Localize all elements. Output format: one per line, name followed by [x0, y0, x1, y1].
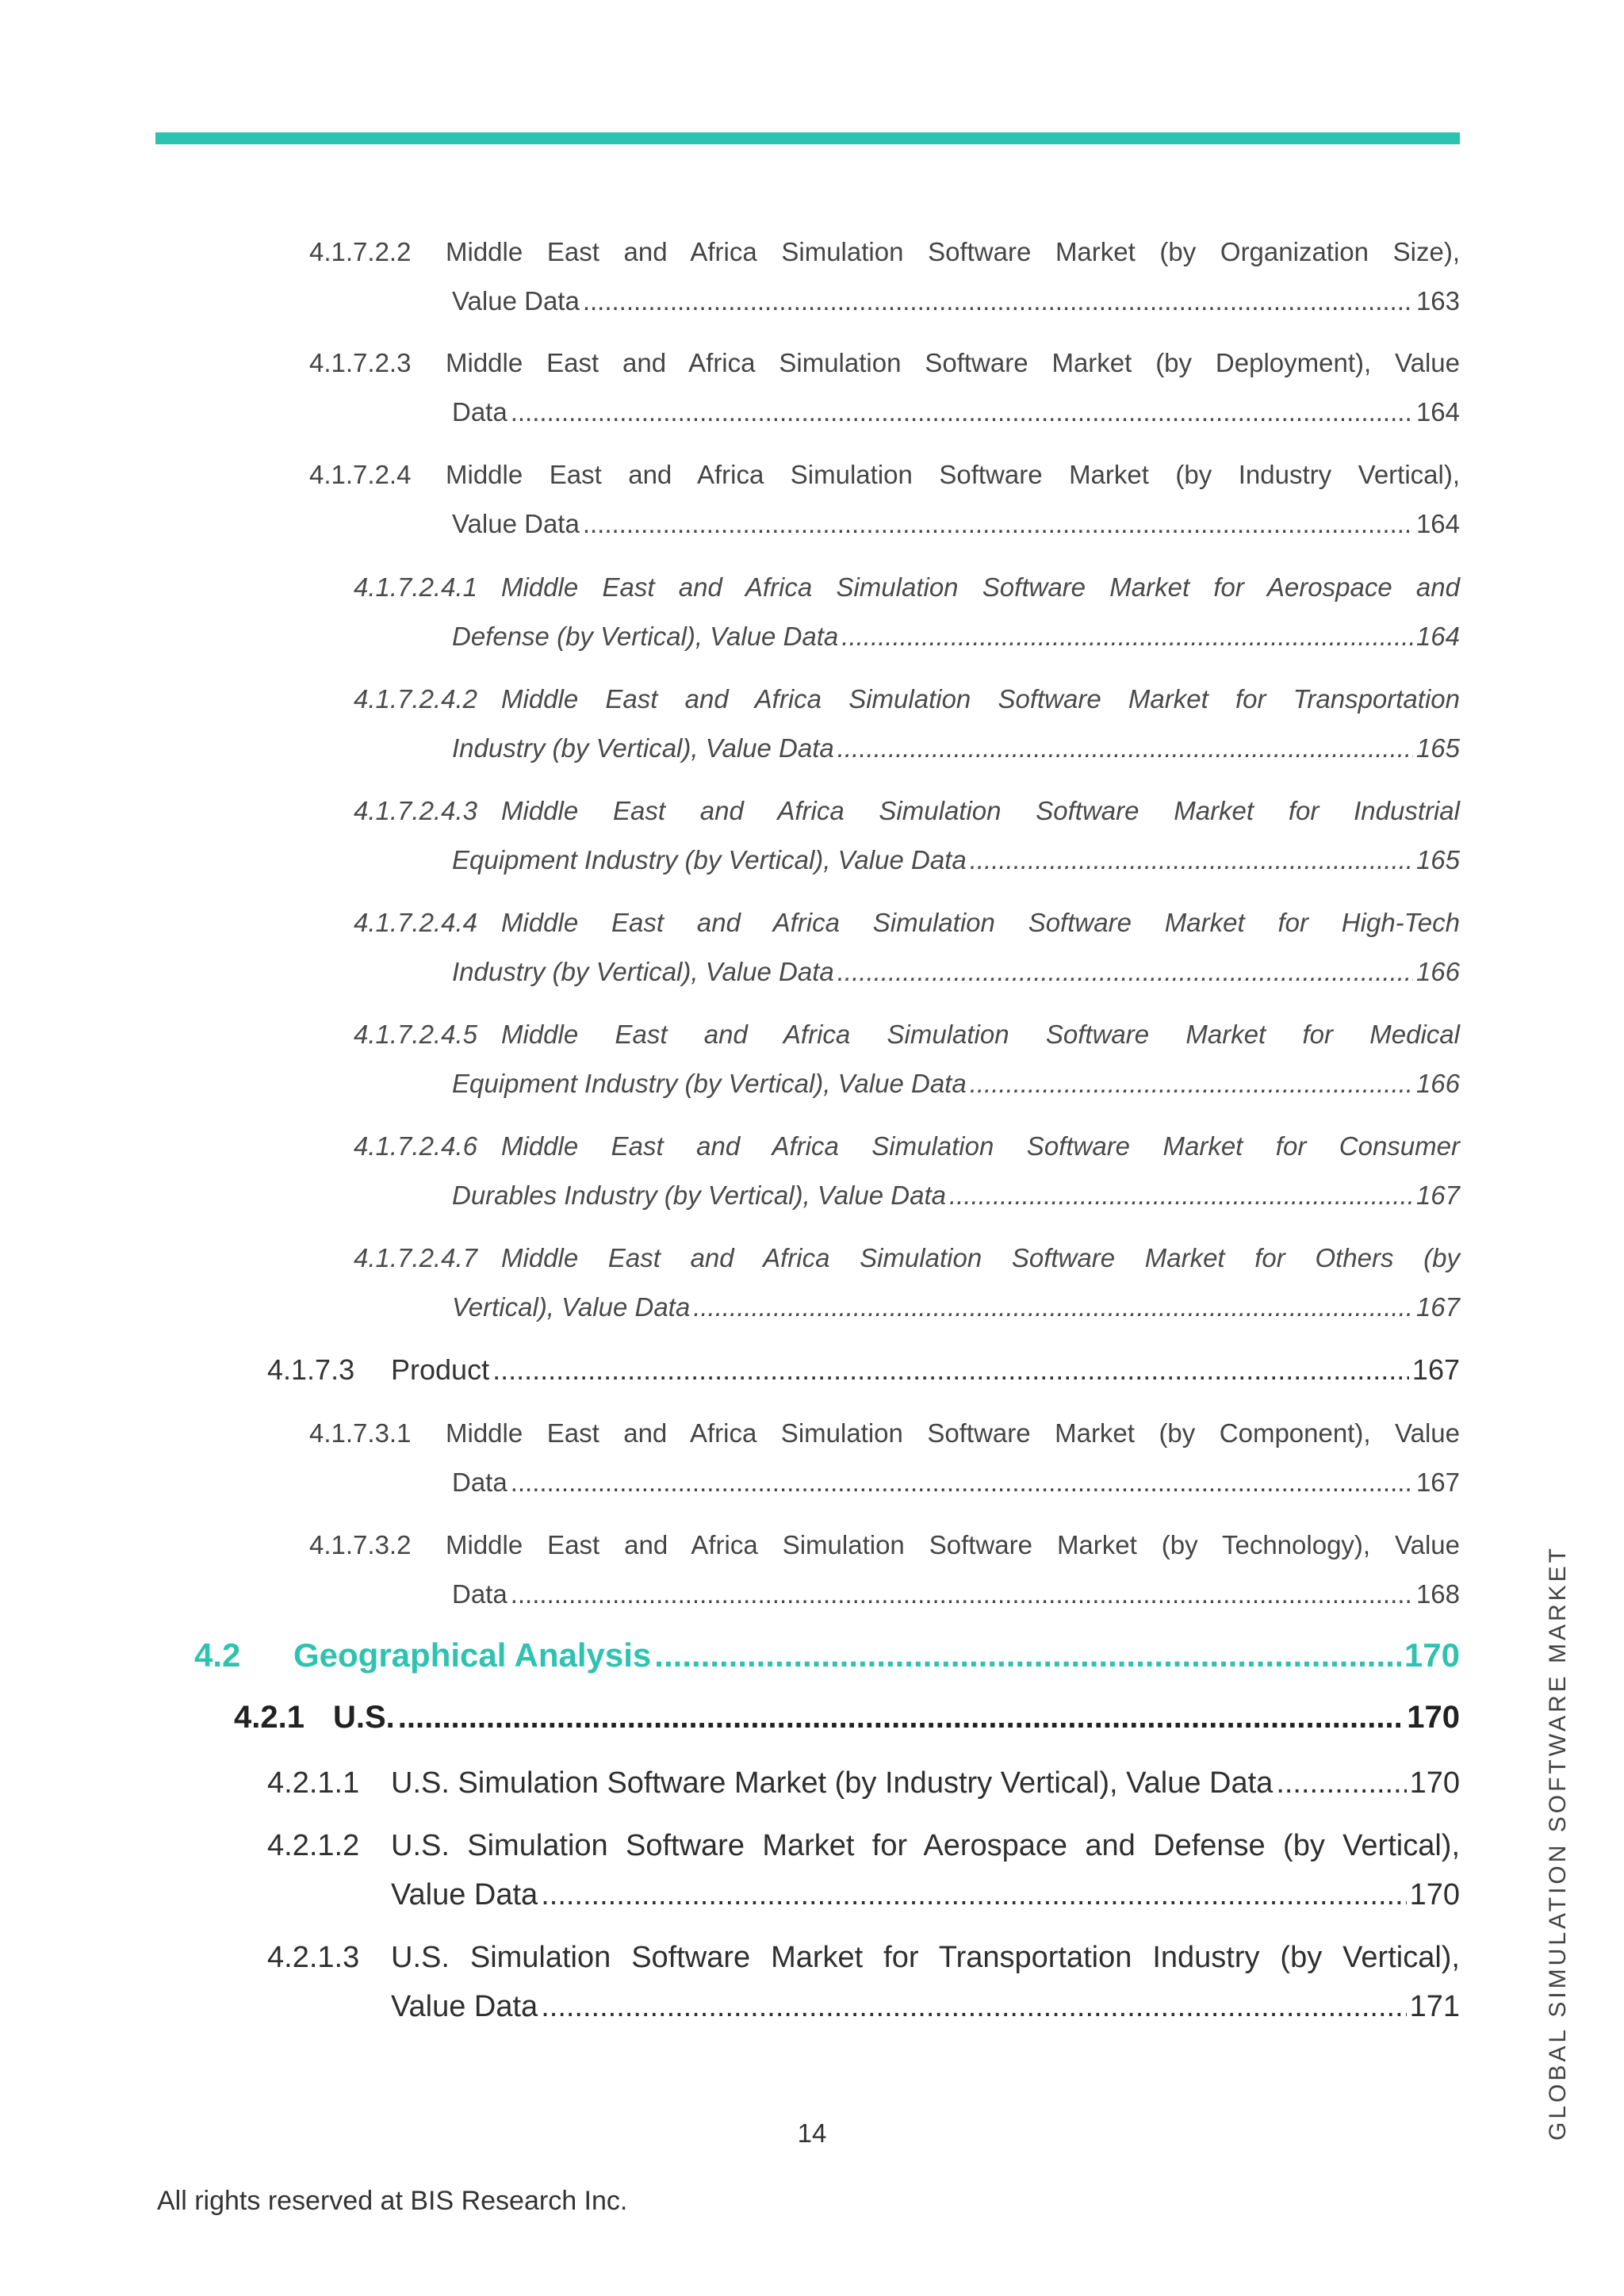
- toc-entry-number: 4.1.7.2.4.3: [354, 796, 477, 825]
- toc-page-number: 170: [1407, 1700, 1460, 1735]
- leader-dots: [837, 947, 1413, 997]
- toc-entry[interactable]: [309, 228, 1460, 326]
- toc-entry-title: Middle East and Africa Simulation Software Market (by Industry Vertical),: [446, 460, 1460, 489]
- toc-page-number: 165: [1415, 733, 1460, 763]
- toc-entry-title: Middle East and Africa Simulation Software Market (by Component), Value: [446, 1418, 1460, 1448]
- leader-dots: [693, 1283, 1413, 1332]
- toc-page-number: 170: [1409, 1766, 1460, 1800]
- toc-entry[interactable]: [354, 1234, 1460, 1332]
- toc-entry-title: U.S. Simulation Software Market for Aerospace and Defense (by Vertical),: [391, 1829, 1460, 1862]
- toc-entry-number: 4.1.7.2.2: [309, 237, 412, 266]
- toc-entry[interactable]: [267, 1345, 1460, 1395]
- toc-entry-number: 4.1.7.3.2: [309, 1530, 412, 1559]
- toc-entry-title-cont: Equipment Industry (by Vertical), Value Data: [452, 1069, 967, 1098]
- toc-entry-title: Middle East and Africa Simulation Software Market (by Deployment), Value: [446, 348, 1460, 377]
- leader-dots: [398, 1693, 1404, 1742]
- side-running-title: GLOBAL SIMULATION SOFTWARE MARKET: [1545, 1545, 1571, 2141]
- toc-entry[interactable]: [309, 1521, 1460, 1619]
- leader-dots: [583, 499, 1413, 549]
- toc-entry-title: U.S. Simulation Software Market for Transportation Industry (by Vertical),: [391, 1941, 1460, 1974]
- toc-entry[interactable]: [309, 450, 1460, 549]
- toc-entry-title: Product: [391, 1353, 490, 1386]
- leader-dots: [970, 1059, 1413, 1108]
- toc-entry[interactable]: [354, 898, 1460, 997]
- leader-dots: [583, 277, 1413, 326]
- toc-entry-title-cont: Data: [452, 397, 508, 427]
- toc-entry[interactable]: [267, 1821, 1460, 1919]
- toc-page-number: 168: [1415, 1579, 1460, 1609]
- toc-entry[interactable]: [354, 1010, 1460, 1108]
- toc-page-number: 163: [1415, 286, 1460, 316]
- toc-entry-title: Middle East and Africa Simulation Software Market for Others (by: [501, 1243, 1460, 1272]
- toc-entry-number: 4.1.7.2.4.2: [354, 684, 477, 714]
- toc-entry-number: 4.2: [194, 1636, 241, 1674]
- leader-dots: [541, 1982, 1406, 2031]
- toc-page-number: 164: [1415, 397, 1460, 427]
- toc-entry-title-cont: Industry (by Vertical), Value Data: [452, 733, 834, 763]
- toc-entry-title: U.S.: [333, 1700, 395, 1735]
- toc-page-number: 166: [1415, 957, 1460, 986]
- leader-dots: [541, 1870, 1406, 1919]
- toc-entry-title: Middle East and Africa Simulation Software Market for High-Tech: [501, 908, 1460, 937]
- toc-entry-title-cont: Value Data: [452, 286, 580, 316]
- toc-entry-number: 4.2.1.2: [267, 1829, 360, 1862]
- toc-entry-title: Middle East and Africa Simulation Software Market (by Technology), Value: [446, 1530, 1460, 1559]
- toc-entry-number: 4.2.1: [234, 1700, 304, 1735]
- toc-page-number: 170: [1409, 1878, 1460, 1911]
- toc-entry-title: Middle East and Africa Simulation Software Market for Industrial: [501, 796, 1460, 825]
- toc-page-number: 171: [1409, 1990, 1460, 2023]
- leader-dots: [837, 724, 1413, 773]
- toc-entry[interactable]: [309, 1409, 1460, 1507]
- toc-entry-title: Middle East and Africa Simulation Software Market for Medical: [501, 1020, 1460, 1049]
- toc-page-number: 167: [1415, 1292, 1460, 1322]
- toc-entry[interactable]: [354, 786, 1460, 885]
- toc-entry-title-cont: Data: [452, 1468, 508, 1497]
- toc-page-number: 164: [1415, 509, 1460, 538]
- toc-entry-title-cont: Equipment Industry (by Vertical), Value Data: [452, 845, 967, 874]
- toc-entry-number: 4.1.7.3: [267, 1353, 355, 1386]
- footer-copyright: All rights reserved at BIS Research Inc.: [157, 2186, 628, 2216]
- toc-subsection-heading[interactable]: [234, 1693, 1460, 1742]
- leader-dots: [949, 1171, 1413, 1220]
- toc-entry-number: 4.1.7.2.4.1: [354, 572, 477, 602]
- toc-entry-title-cont: Defense (by Vertical), Value Data: [452, 622, 839, 651]
- leader-dots: [1276, 1758, 1406, 1808]
- toc-page-number: 165: [1415, 845, 1460, 874]
- leader-dots: [970, 836, 1413, 885]
- toc-entry-number: 4.1.7.2.4.7: [354, 1243, 477, 1272]
- toc-entry-title-cont: Vertical), Value Data: [452, 1292, 691, 1322]
- toc-page-number: 167: [1415, 1468, 1460, 1497]
- toc-page-number: 170: [1404, 1636, 1460, 1674]
- toc-entry-title-cont: Industry (by Vertical), Value Data: [452, 957, 834, 986]
- toc-page-number: 164: [1415, 622, 1460, 651]
- toc-entry-number: 4.1.7.2.4.6: [354, 1131, 477, 1161]
- toc-entry-title: Middle East and Africa Simulation Software Market for Consumer: [501, 1131, 1460, 1161]
- toc-entry[interactable]: [354, 675, 1460, 773]
- leader-dots: [492, 1345, 1409, 1395]
- toc-entry[interactable]: [309, 339, 1460, 437]
- toc-entry[interactable]: [267, 1758, 1460, 1808]
- toc-entry-number: 4.1.7.2.4: [309, 460, 412, 489]
- leader-dots: [841, 612, 1413, 661]
- toc-entry-number: 4.1.7.2.3: [309, 348, 412, 377]
- toc-entry-number: 4.1.7.3.1: [309, 1418, 412, 1448]
- toc-page-number: 167: [1411, 1353, 1460, 1386]
- toc-entry-title: U.S. Simulation Software Market (by Industry Vertical), Value Data: [391, 1766, 1274, 1800]
- toc-entry[interactable]: [267, 1933, 1460, 2031]
- toc-entry-title: Middle East and Africa Simulation Software Market (by Organization Size),: [446, 237, 1460, 266]
- toc-entry-number: 4.2.1.3: [267, 1941, 360, 1974]
- toc-section-heading[interactable]: [194, 1631, 1460, 1680]
- toc-entry-number: 4.1.7.2.4.5: [354, 1020, 477, 1049]
- toc-entry-number: 4.1.7.2.4.4: [354, 908, 477, 937]
- toc-entry-title: Middle East and Africa Simulation Software Market for Aerospace and: [501, 572, 1460, 602]
- toc-entry-number: 4.2.1.1: [267, 1766, 360, 1800]
- page-number: 14: [797, 2118, 827, 2148]
- toc-entry-title: Geographical Analysis: [293, 1636, 652, 1674]
- toc-entry-title-cont: Value Data: [391, 1990, 538, 2023]
- toc-entry[interactable]: [354, 563, 1460, 661]
- toc-entry-title-cont: Value Data: [452, 509, 580, 538]
- leader-dots: [511, 1458, 1413, 1507]
- toc-page-number: 167: [1415, 1181, 1460, 1210]
- toc-entry-title-cont: Data: [452, 1579, 508, 1609]
- toc-entry-title: Middle East and Africa Simulation Software Market for Transportation: [501, 684, 1460, 714]
- toc-entry-title-cont: Value Data: [391, 1878, 538, 1911]
- leader-dots: [511, 388, 1413, 437]
- leader-dots: [654, 1631, 1401, 1680]
- leader-dots: [511, 1570, 1413, 1619]
- toc-page-number: 166: [1415, 1069, 1460, 1098]
- toc-entry[interactable]: [354, 1122, 1460, 1220]
- toc-entry-title-cont: Durables Industry (by Vertical), Value Data: [452, 1181, 946, 1210]
